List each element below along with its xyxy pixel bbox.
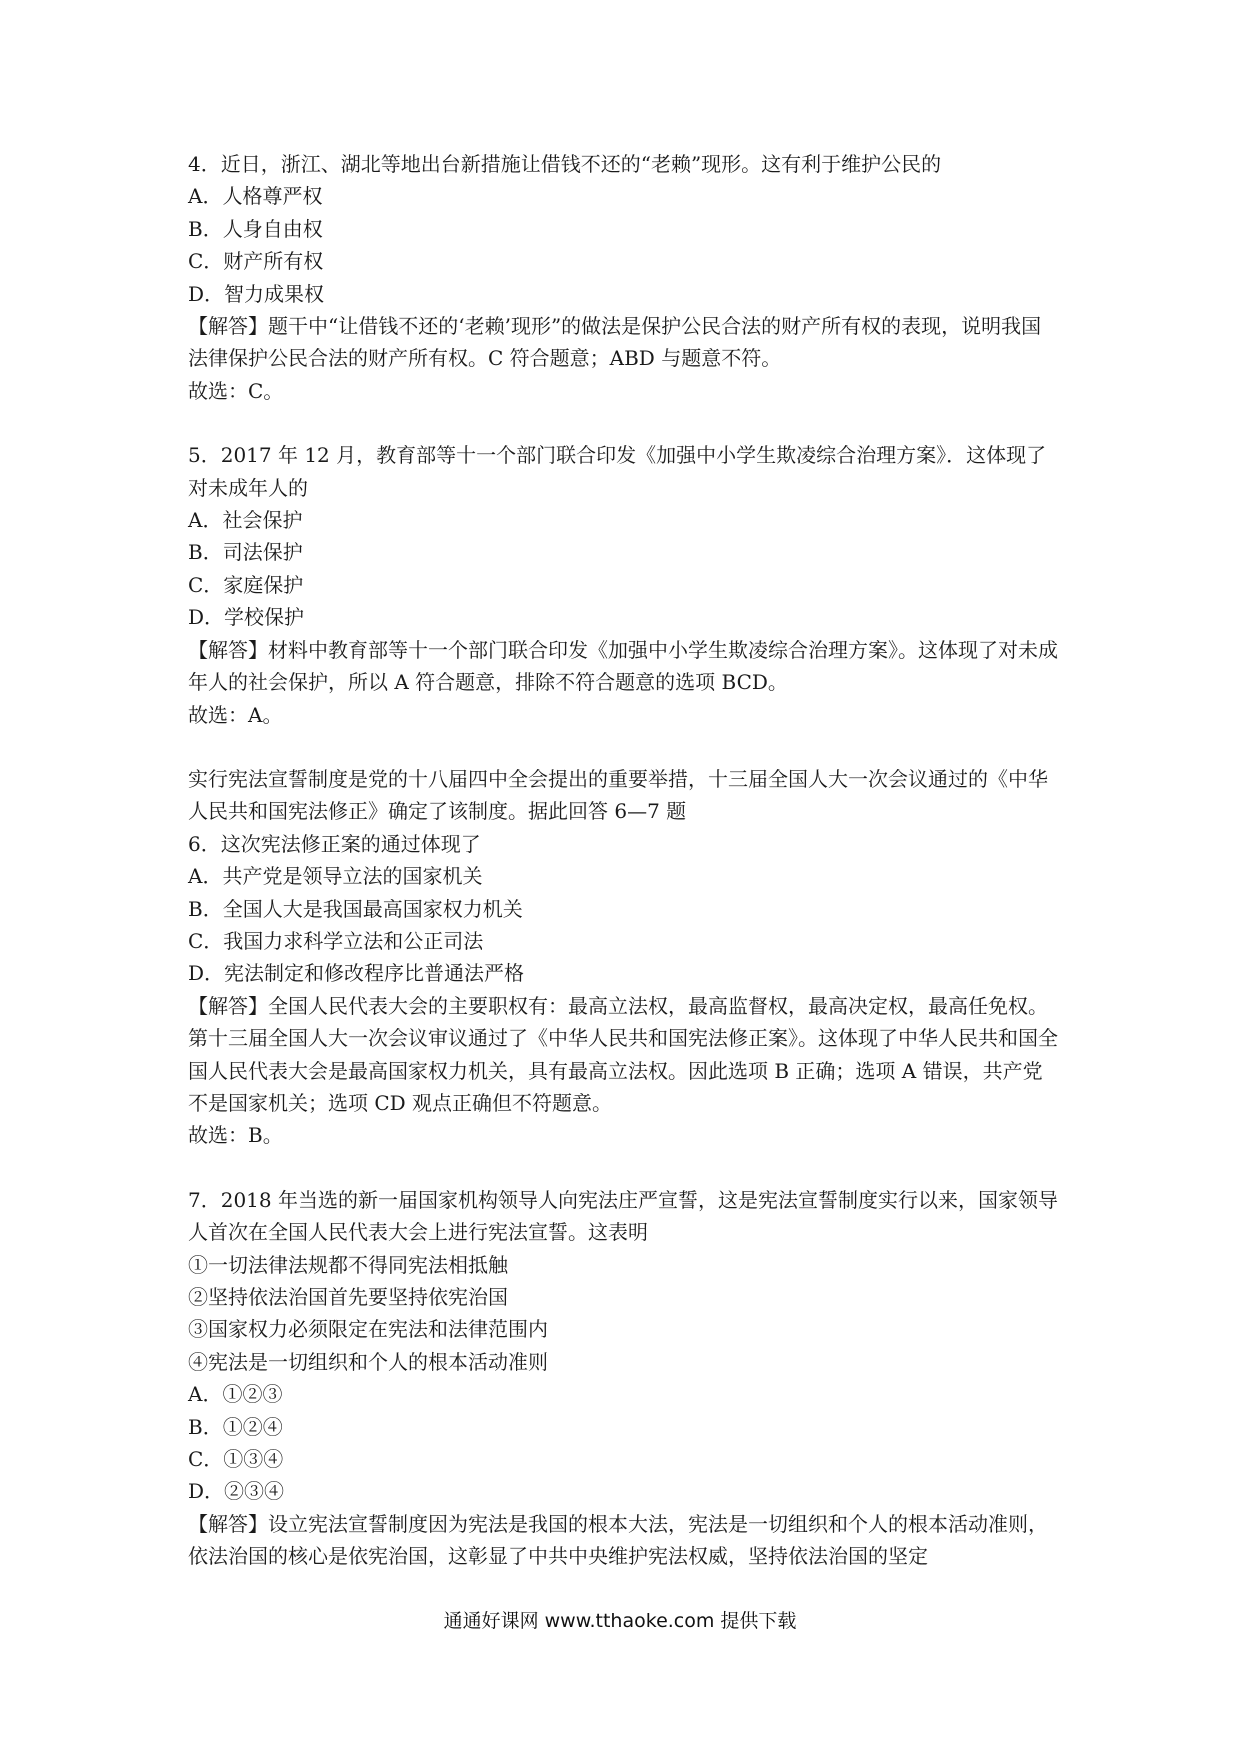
option-d: D．智力成果权: [188, 281, 325, 306]
statement-1: ①一切法律法规都不得同宪法相抵触: [188, 1252, 508, 1277]
answer-analysis: 【解答】全国人民代表大会的主要职权有：最高立法权，最高监督权，最高决定权，最高任免权。第十三届全国人大一次会议审议通过了《中华人民共和国宪法修正案》。这体现了中华人民共和国全国人民代表大会是最高国家权力机关，具有最高立法权。因此选项 B 正确；选项 A 错误，共产党不是国家机关；选项 CD 观点正确但不符题意。: [188, 993, 1058, 1115]
statement-4: ④宪法是一切组织和个人的根本活动准则: [188, 1349, 548, 1374]
question-stem: 5．2017 年 12 月，教育部等十一个部门联合印发《加强中小学生欺凌综合治理方案》．这体现了对未成年人的: [188, 443, 1047, 500]
answer-analysis: 【解答】题干中“让借钱不还的‘老赖’现形”的做法是保护公民合法的财产所有权的表现，说明我国法律保护公民合法的财产所有权。C 符合题意；ABD 与题意不符。: [188, 314, 1042, 371]
answer-choice: 故选：C。: [188, 378, 284, 403]
question-4: [188, 148, 1058, 407]
spacer: [188, 1152, 1058, 1184]
spacer: [188, 407, 1058, 439]
question-7: [188, 1184, 1058, 1573]
document-body: [188, 148, 1058, 1573]
question-6: [188, 828, 1058, 1152]
option-b: B．人身自由权: [188, 216, 323, 241]
option-c: C．我国力求科学立法和公正司法: [188, 928, 484, 953]
material-intro: 实行宪法宣誓制度是党的十八届四中全会提出的重要举措，十三届全国人大一次会议通过的《中华人民共和国宪法修正》确定了该制度。据此回答 6—7 题: [188, 766, 1048, 824]
option-c: C．财产所有权: [188, 249, 324, 274]
option-d: D．学校保护: [188, 605, 305, 630]
answer-analysis: 【解答】设立宪法宣誓制度因为宪法是我国的根本大法，宪法是一切组织和个人的根本活动准则，依法治国的核心是依宪治国，这彰显了中共中央维护宪法权威，坚持依法治国的坚定: [188, 1511, 1048, 1569]
question-stem: 4．近日，浙江、湖北等地出台新措施让借钱不还的“老赖”现形。这有利于维护公民的: [188, 152, 942, 176]
option-c: C．家庭保护: [188, 572, 304, 597]
option-a: A．共产党是领导立法的国家机关: [188, 864, 483, 889]
option-d: D．②③④: [188, 1479, 285, 1504]
option-b: B．①②④: [188, 1414, 283, 1439]
option-c: C．①③④: [188, 1447, 284, 1472]
statement-3: ③国家权力必须限定在宪法和法律范围内: [188, 1317, 548, 1342]
page-footer: 通通好课网 www.tthaoke.com 提供下载: [443, 1610, 797, 1632]
option-a: A．人格尊严权: [188, 184, 323, 209]
option-b: B．全国人大是我国最高国家权力机关: [188, 896, 523, 921]
option-b: B．司法保护: [188, 540, 303, 565]
option-a: A．①②③: [188, 1382, 283, 1407]
answer-analysis: 【解答】材料中教育部等十一个部门联合印发《加强中小学生欺凌综合治理方案》。这体现了对未成年人的社会保护，所以 A 符合题意，排除不符合题意的选项 BCD。: [188, 637, 1058, 695]
option-a: A．社会保护: [188, 508, 303, 533]
statement-2: ②坚持依法治国首先要坚持依宪治国: [188, 1285, 508, 1309]
question-stem: 7．2018 年当选的新一届国家机构领导人向宪法庄严宣誓，这是宪法宣誓制度实行以来，国家领导人首次在全国人民代表大会上进行宪法宣誓。这表明: [188, 1187, 1058, 1245]
option-d: D．宪法制定和修改程序比普通法严格: [188, 961, 525, 986]
question-stem: 6．这次宪法修正案的通过体现了: [188, 831, 481, 856]
answer-choice: 故选：B。: [188, 1123, 283, 1148]
answer-choice: 故选：A。: [188, 702, 283, 727]
spacer: [188, 731, 1058, 763]
question-5: [188, 439, 1058, 731]
